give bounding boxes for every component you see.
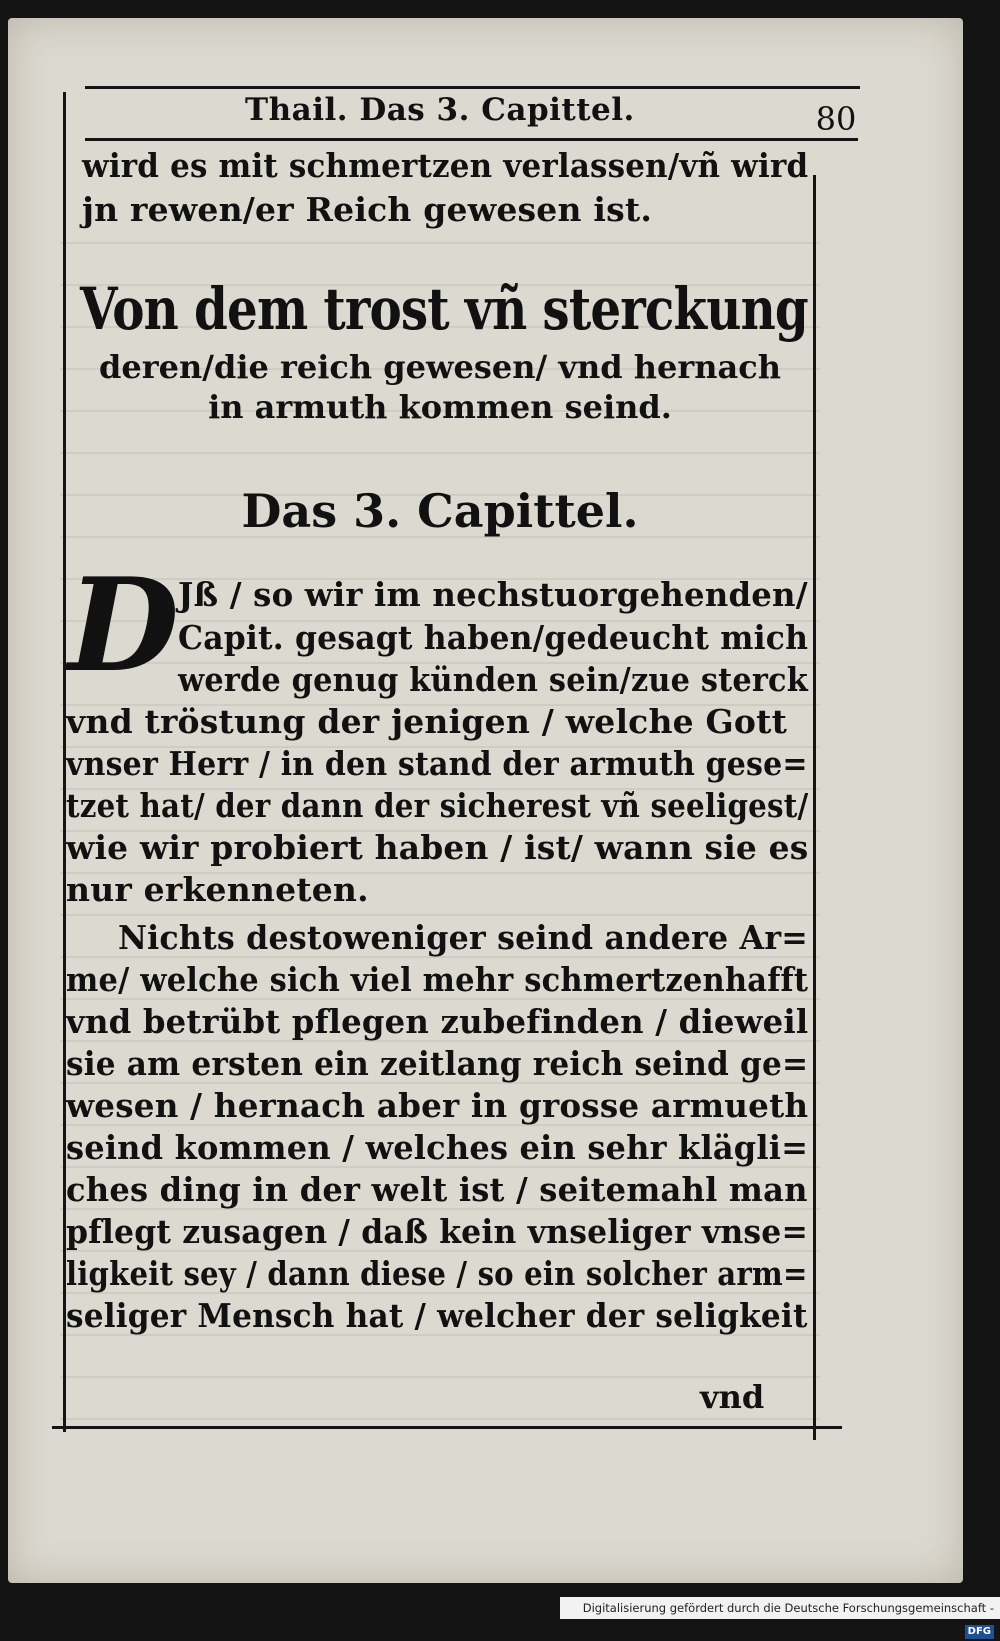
text-line: tzet hat/ der dann der sicherest vñ seeligest/ [66, 786, 809, 825]
frame-rule-header [85, 138, 858, 141]
page-number: 80 [815, 100, 857, 138]
continuation-line: wird es mit schmertzen verlassen/vñ wird [82, 146, 809, 185]
credit-text: Digitalisierung gefördert durch die Deutsche Forschungsgemeinschaft - [582, 1601, 994, 1615]
text-line: werde genug künden sein/zue sterck [178, 660, 808, 699]
text-line: vnd betrübt pflegen zubefinden / dieweil [66, 1002, 809, 1041]
text-line: seind kommen / welches ein sehr klägli= [66, 1128, 809, 1167]
catchword: vnd [700, 1378, 765, 1416]
text-line: me/ welche sich viel mehr schmertzenhafft [66, 960, 809, 999]
text-line: wie wir probiert haben / ist/ wann sie es [66, 828, 809, 867]
dfg-logo: DFG [965, 1625, 994, 1639]
running-head: Thail. Das 3. Capittel. [245, 92, 635, 128]
text-line: Capit. gesagt haben/gedeucht mich [178, 618, 809, 657]
text-line: vnd tröstung der jenigen / welche Gott [66, 702, 788, 741]
chapter-heading: Das 3. Capittel. [241, 484, 639, 538]
text-line: pflegt zusagen / daß kein vnseliger vnse= [66, 1212, 809, 1251]
drop-cap-initial: D [68, 551, 179, 701]
text-line: Nichts destoweniger seind andere Ar= [118, 918, 808, 957]
frame-rule-bottom [52, 1426, 842, 1429]
text-line: vnser Herr / in den stand der armuth gese= [66, 744, 808, 783]
text-line: ches ding in der welt ist / seitemahl man [66, 1170, 808, 1209]
frame-rule-top [85, 86, 860, 89]
digitization-credit [560, 1597, 1000, 1637]
chapter-subtitle-line: deren/die reich gewesen/ vnd hernach [99, 348, 781, 386]
text-line: wesen / hernach aber in grosse armueth [66, 1086, 809, 1125]
continuation-line: jn rewen/er Reich gewesen ist. [82, 190, 653, 229]
text-line: ligkeit sey / dann diese / so ein solcher arm= [66, 1254, 808, 1293]
chapter-subtitle-line: in armuth kommen seind. [208, 388, 672, 426]
chapter-title: Von dem trost vñ sterckung [80, 275, 808, 343]
text-line: Jß / so wir im nechstuorgehenden/ [178, 575, 808, 614]
text-line: seliger Mensch hat / welcher der seligkeit [66, 1296, 808, 1335]
text-line: nur erkenneten. [66, 870, 369, 909]
text-line: sie am ersten ein zeitlang reich seind ge= [66, 1044, 809, 1083]
